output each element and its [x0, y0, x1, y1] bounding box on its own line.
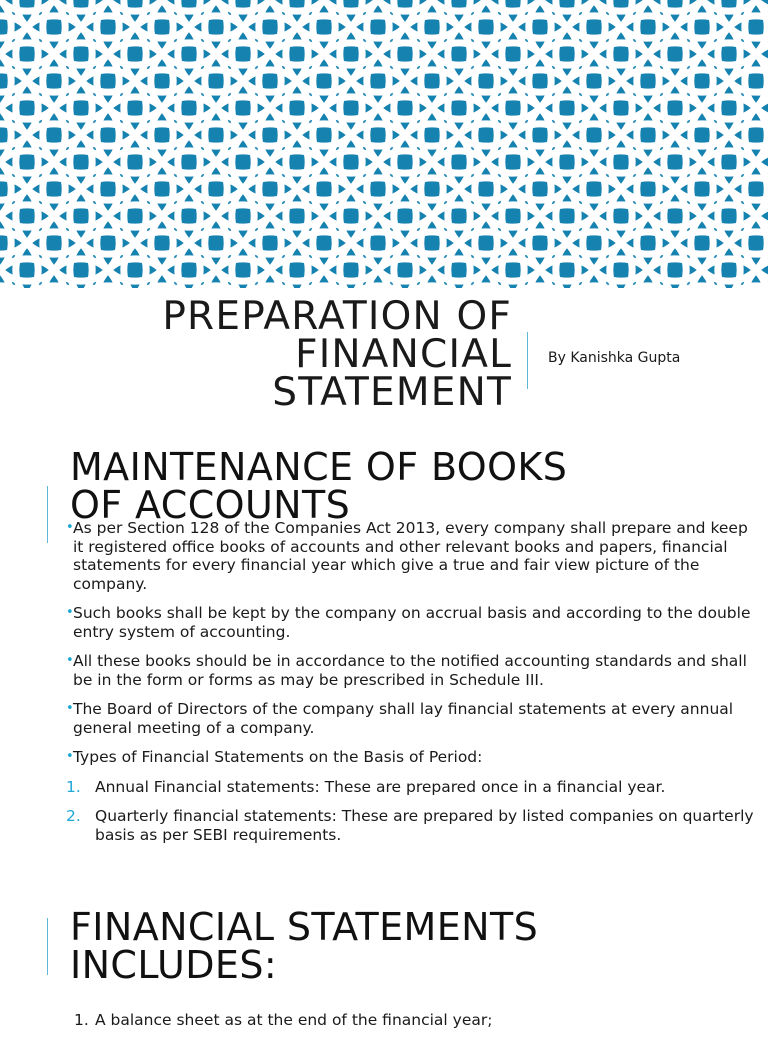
numbered-item	[66, 807, 756, 844]
list-item: • All these books should be in accordance to the notified accounting standards and shall be in the form or forms as may be prescribed in Schedule III.	[66, 652, 747, 689]
bullet-icon: •	[66, 749, 74, 764]
title-line: FINANCIAL	[295, 332, 512, 377]
bullet-list	[66, 519, 756, 855]
title-divider	[527, 332, 528, 389]
item-text: Quarterly financial statements: These are prepared by listed companies on quarterly basis as per SEBI requirements.	[95, 807, 754, 844]
heading-line: MAINTENANCE OF BOOKS	[70, 445, 568, 489]
list-item: • As per Section 128 of the Companies Act 2013, every company shall prepare and keep it registered office books of accounts and other relevant books and papers, financial statements for every financial year which give a true and fair view picture of the company.	[66, 519, 748, 593]
circle-pattern-graphic	[0, 0, 768, 288]
section-heading-statements	[70, 905, 539, 987]
heading-accent-bar	[47, 918, 48, 975]
item-text: A balance sheet as at the end of the financial year;	[95, 1011, 493, 1029]
numbered-item	[74, 1011, 764, 1030]
item-number: 2.	[66, 807, 81, 825]
bullet-icon: •	[66, 653, 74, 668]
item-text: Annual Financial statements: These are prepared once in a financial year.	[95, 777, 666, 796]
list-item: • The Board of Directors of the company shall lay financial statements at every annual general meeting of a company.	[66, 700, 734, 737]
numbered-list	[74, 1011, 764, 1041]
title-line: PREPARATION OF	[162, 294, 512, 339]
author-byline: By Kanishka Gupta	[548, 350, 681, 366]
numbered-item	[66, 778, 756, 797]
title-line: STATEMENT	[272, 370, 512, 415]
heading-line: OF ACCOUNTS	[70, 483, 351, 527]
list-item: • Types of Financial Statements on the Basis of Period:	[66, 748, 483, 766]
presentation-title	[0, 294, 512, 415]
item-number: 1.	[66, 777, 81, 796]
bullet-icon: •	[66, 605, 74, 620]
bullet-icon: •	[66, 701, 74, 716]
item-number: 1.	[74, 1011, 89, 1029]
bullet-icon: •	[66, 520, 74, 535]
heading-line: FINANCIAL STATEMENTS	[70, 905, 539, 949]
list-item: • Such books shall be kept by the company on accrual basis and according to the double entry system of accounting.	[66, 604, 751, 641]
heading-line: INCLUDES:	[70, 943, 278, 987]
pattern-banner	[0, 0, 768, 288]
heading-accent-bar	[47, 486, 48, 543]
section-heading-books	[70, 445, 568, 527]
